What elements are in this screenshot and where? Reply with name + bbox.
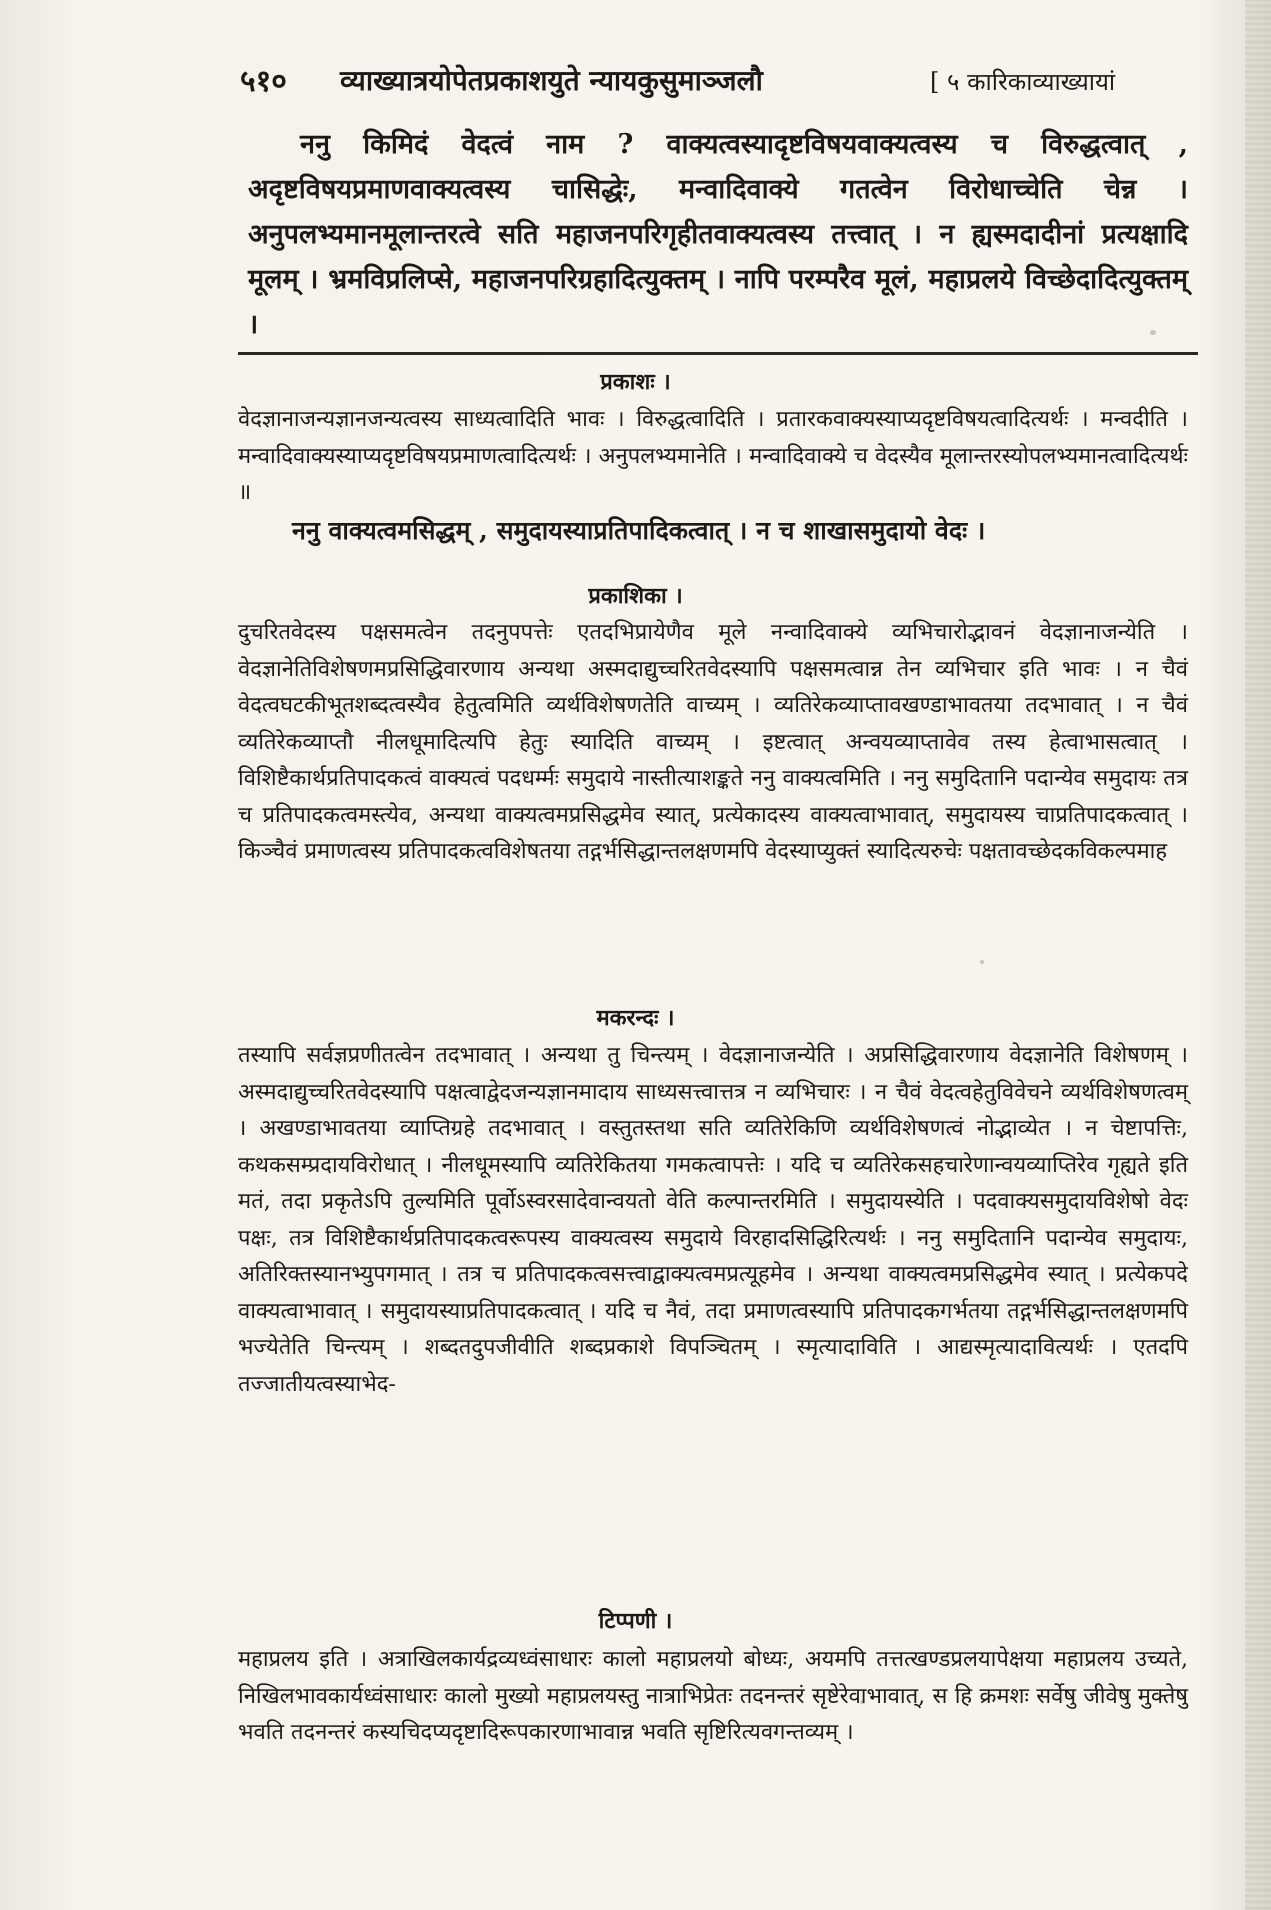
running-header [240,55,1190,105]
scan-speck [860,1700,865,1704]
tippani-note: महाप्रलय इति । अत्राखिलकार्यद्रव्यध्वंसाधारः कालो महाप्रलयो बोध्यः, अयमपि तत्तत्खण्डप्रलयापेक्षया महाप्रलय उच्यते, निखिलभावकार्यध्वंसाधारः कालो मुख्यो महाप्रलयस्तु नात्राभिप्रेतः तदनन्तरं सृष्टेरेवाभावात्, स हि क्रमशः सर्वेषु जीवेषु मुक्तेषु भवति तदनन्तरं कस्यचिदप्यदृष्टादिरूपकारणाभावान्न भवति सृष्टिरित्यवगन्तव्यम् । [238,1647,1188,1745]
running-title: व्याख्यात्रयोपेतप्रकाशयुते न्यायकुसुमाञ्जलौ [340,64,763,97]
running-section: [ ५ कारिकाव्याख्यायां [930,68,1116,96]
main-text-block [248,122,1188,347]
makaranda-commentary: तस्यापि सर्वज्ञप्रणीतत्वेन तदभावात् । अन्यथा तु चिन्त्यम् । वेदज्ञानाजन्येति । अप्रसिद्धिवारणाय वेदज्ञानेति विशेषणम् । अस्मदाद्युच्चरितवेदस्यापि पक्षत्वाद्वेदजन्यज्ञानमादाय साध्यसत्त्वात्तत्र न व्यभिचारः । न चैवं वेदत्वहेतुविवेचने व्यर्थविशेषणत्वम् । अखण्डाभावतया व्याप्तिग्रहे तदभावात् । वस्तुतस्तथा सति व्यतिरेकिणि व्यर्थविशेषणत्वं नोद्भाव्येत । न चेष्टापत्तिः, कथकसम्प्रदायविरोधात् । नीलधूमस्यापि व्यतिरेकितया गमकत्वापत्तेः । यदि च व्यतिरेकसहचारेणान्वयव्याप्तिरेव गृह्यते इति मतं, तदा प्रकृतेऽपि तुल्यमिति पूर्वोऽस्वरसादेवान्वयतो वेति कल्पान्तरमिति । समुदायस्येति । पदवाक्यसमुदायविशेषो वेदः पक्षः, तत्र विशिष्टैकार्थप्रतिपादकत्वरूपस्य वाक्यत्वस्य समुदाये विरहादसिद्धिरित्यर्थः । ननु समुदितानि पदान्येव समुदायः, अतिरिक्तस्यानभ्युपगमात् । तत्र च प्रतिपादकत्वसत्त्वाद्वाक्यत्वमप्रत्यूहमेव । अन्यथा वाक्यत्वमप्रसिद्धमेव स्यात् । प्रत्येकपदे वाक्यत्वाभावात् । समुदायस्याप्रतिपादकत्वात् । यदि च नैवं, तदा प्रमाणत्वस्यापि प्रतिपादकगर्भतया तद्गर्भसिद्धान्तलक्षणमपि भज्येतेति चिन्त्यम् । शब्दतदुपजीवीति शब्दप्रकाशे विपञ्चितम् । स्मृत्यादाविति । आद्यस्मृत्यादावित्यर्थः । एतदपि तज्जातीयत्वस्याभेद- [238,1043,1188,1397]
tippani-heading: टिप्पणी । [598,1608,673,1634]
page-number: ५१० [240,64,287,99]
prakashika-heading: प्रकाशिका । [588,583,683,609]
makaranda-heading: मकरन्दः । [596,1005,675,1031]
prakashika-commentary: दुचरितवेदस्य पक्षसमत्वेन तदनुपपत्तेः एतदभिप्रायेणैव मूले नन्वादिवाक्ये व्यभिचारोद्भावनं वेदज्ञानाजन्येति । वेदज्ञानेतिविशेषणमप्रसिद्धिवारणाय अन्यथा अस्मदाद्युच्चरितवेदस्यापि पक्षसमत्वान्न तेन व्यभिचार इति भावः । न चैवं वेदत्वघटकीभूतशब्दत्वस्यैव हेतुत्वमिति व्यर्थविशेषणतेति वाच्यम् । व्यतिरेकव्याप्तावखण्डाभावतया तदभावात् । न चैवं व्यतिरेकव्याप्तौ नीलधूमादित्यपि हेतुः स्यादिति वाच्यम् । इष्टत्वात् अन्वयव्याप्तावेव तस्य हेत्वाभासत्वात् । विशिष्टैकार्थप्रतिपादकत्वं वाक्यत्वं पदधर्म्मः समुदाये नास्तीत्याशङ्कते ननु वाक्यत्वमिति । ननु समुदितानि पदान्येव समुदायः तत्र च प्रतिपादकत्वमस्त्येव, अन्यथा वाक्यत्वमप्रसिद्धमेव स्यात्, प्रत्येकादस्य वाक्यत्वाभावात्, समुदायस्य चाप्रतिपादकत्वात् । किञ्चैवं प्रमाणत्वस्य प्रतिपादकत्वविशेषतया तद्गर्भसिद्धान्तलक्षणमपि वेदस्याप्युक्तं स्यादित्यरुचेः पक्षतावच्छेदकविकल्पमाह [238,620,1188,864]
main-text: ननु किमिदं वेदत्वं नाम ? वाक्यत्वस्यादृष्टविषयवाक्यत्वस्य च विरुद्धत्वात् , अदृष्टविषयप्रमाणवाक्यत्वस्य चासिद्धेः, मन्वादिवाक्ये गतत्वेन विरोधाच्चेति चेन्न । अनुपलभ्यमानमूलान्तरत्वे सति महाजनपरिगृहीतवाक्यत्वस्य तत्त्वात् । न ह्यस्मदादीनां प्रत्यक्षादि मूलम् । भ्रमविप्रलिप्से, महाजनपरिग्रहादित्युक्तम् । नापि परम्परैव मूलं, महाप्रलये विच्छेदादित्युक्तम् । [248,129,1188,340]
scan-speck [980,960,984,964]
prakasha-heading: प्रकाशः । [600,369,671,395]
scan-speck [1150,330,1156,335]
prakasha-commentary: वेदज्ञानाजन्यज्ञानजन्यत्वस्य साध्यत्वादिति भावः । विरुद्धत्वादिति । प्रतारकवाक्यस्याप्यदृष्टविषयत्वादित्यर्थः । मन्वदीति । मन्वादिवाक्यस्याप्यदृष्टविषयप्रमाणत्वादित्यर्थः । अनुपलभ्यमानेति । मन्वादिवाक्ये च वेदस्यैव मूलान्तरस्योपलभ्यमानत्वादित्यर्थः ॥ [238,407,1188,505]
main-text-2: ननु वाक्यत्वमसिद्धम् , समुदायस्याप्रतिपादिकत्वात् । न च शाखासमुदायो वेदः । [292,516,986,545]
divider-rule [238,352,1198,355]
